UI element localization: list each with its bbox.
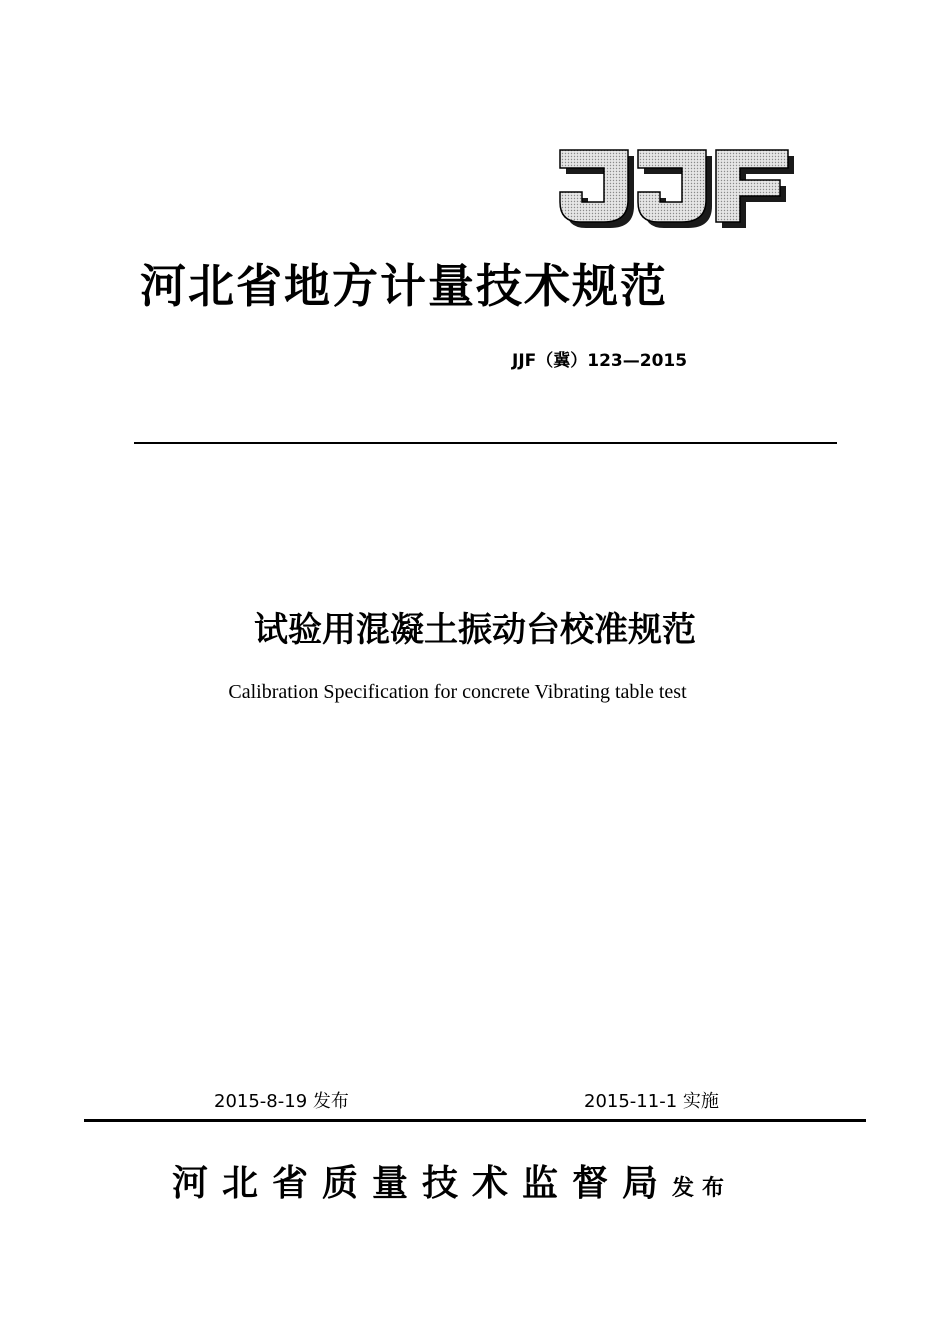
top-divider xyxy=(134,442,837,444)
standard-number: JJF（冀）123—2015 xyxy=(512,351,688,371)
document-title-en: Calibration Specification for concrete Vibrating table test xyxy=(228,681,687,703)
logo-letter-j2 xyxy=(638,150,706,222)
org-title: 河北省地方计量技术规范 xyxy=(140,259,668,313)
publisher-suffix: 发布 xyxy=(672,1175,733,1201)
document-title-cn: 试验用混凝土振动台校准规范 xyxy=(254,610,696,650)
publisher-name: 河北省质量技术监督局 xyxy=(172,1162,673,1204)
logo-letter-j1 xyxy=(560,150,628,222)
effective-date: 2015-11-1 实施 xyxy=(584,1091,719,1112)
jjf-logo xyxy=(558,146,796,230)
publisher xyxy=(172,1158,732,1208)
issue-date: 2015-8-19 发布 xyxy=(214,1091,349,1112)
logo-letter-f xyxy=(716,150,788,222)
bottom-divider xyxy=(84,1119,866,1122)
